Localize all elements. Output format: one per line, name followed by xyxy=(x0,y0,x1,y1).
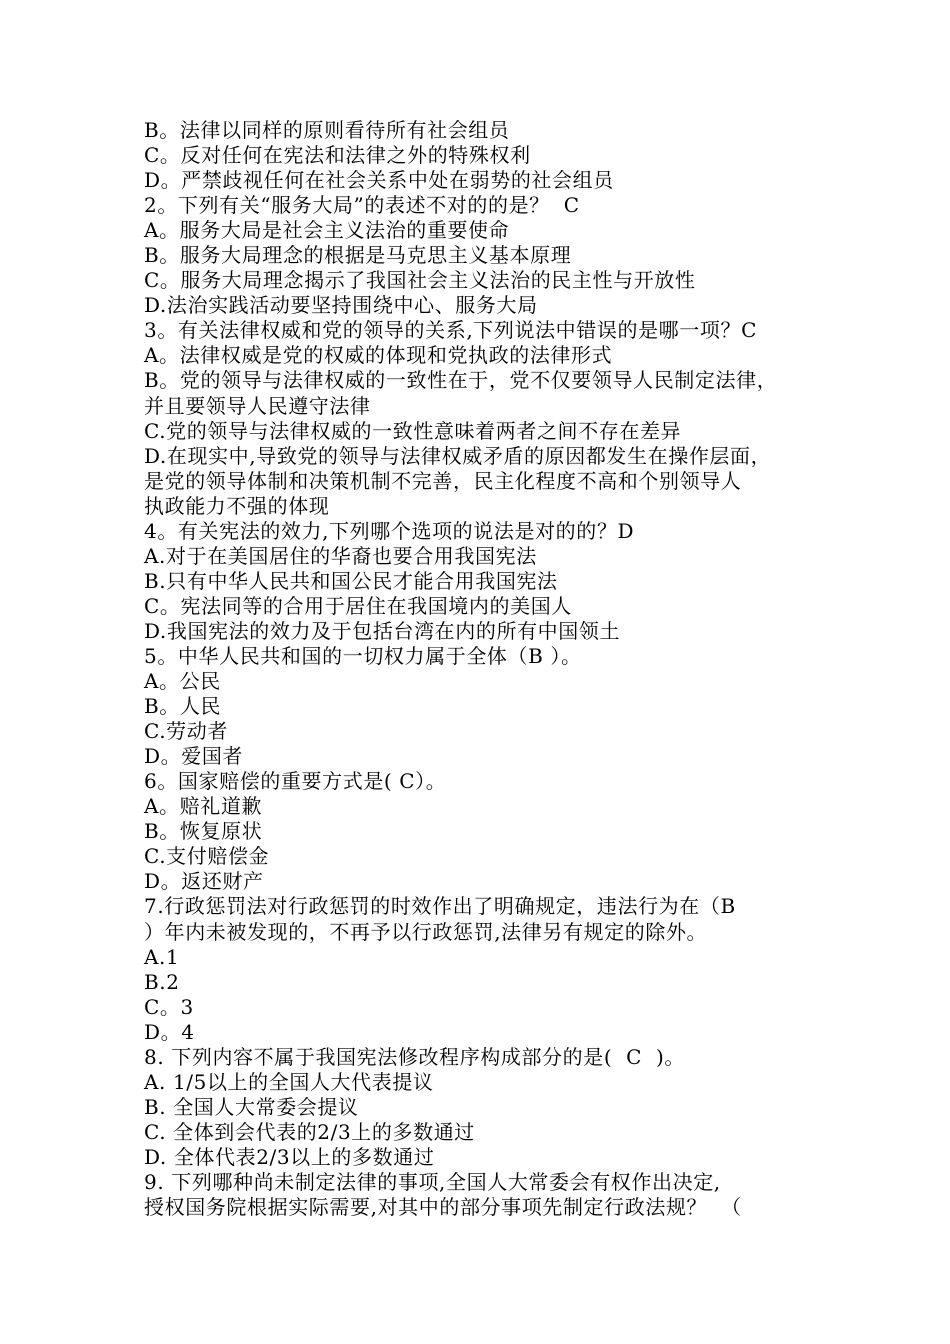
text-line: B。人民 xyxy=(144,694,222,719)
text-line: A。赔礼道歉 xyxy=(144,794,263,819)
text-line: 9. 下列哪种尚未制定法律的事项,全国人大常委会有权作出决定, xyxy=(144,1169,721,1194)
text-line: D.在现实中,导致党的领导与法律权威矛盾的原因都发生在操作层面， xyxy=(144,443,772,468)
text-line: C.支付赔偿金 xyxy=(144,844,270,869)
text-line: C. 全体到会代表的2/3上的多数通过 xyxy=(144,1119,475,1144)
text-line: B。法律以同样的原则看待所有社会组员 xyxy=(144,118,510,142)
text-line: B。服务大局理念的根据是马克思主义基本原理 xyxy=(144,243,572,268)
text-line: 8. 下列内容不属于我国宪法修改程序构成部分的是( C )。 xyxy=(144,1044,685,1069)
text-line: B.只有中华人民共和国公民才能合用我国宪法 xyxy=(144,568,558,593)
text-line: ）年内未被发现的，不再予以行政惩罚,法律另有规定的除外。 xyxy=(144,919,708,944)
text-line: C.劳动者 xyxy=(144,719,228,744)
text-line: C。服务大局理念揭示了我国社会主义法治的民主性与开放性 xyxy=(144,268,696,293)
text-line: 2。下列有关“服务大局”的表述不对的的是？ C xyxy=(144,193,580,218)
text-line: A. 1/5以上的全国人大代表提议 xyxy=(144,1069,434,1094)
text-line: A。法律权威是党的权威的体现和党执政的法律形式 xyxy=(144,343,613,368)
text-line: 是党的领导体制和决策机制不完善，民主化程度不高和个别领导人 xyxy=(144,468,742,493)
text-line: D. 全体代表2/3以上的多数通过 xyxy=(144,1144,435,1169)
text-line: 4。有关宪法的效力,下列哪个选项的说法是对的的？D xyxy=(144,518,635,543)
text-line: 执政能力不强的体现 xyxy=(144,493,330,518)
text-line: B.2 xyxy=(144,969,180,994)
text-line: B。恢复原状 xyxy=(144,819,263,844)
text-line: C。3 xyxy=(144,994,194,1019)
text-line: 6。国家赔偿的重要方式是( C）。 xyxy=(144,769,447,794)
text-line: A.1 xyxy=(144,944,180,969)
text-line: D.我国宪法的效力及于包括台湾在内的所有中国领土 xyxy=(144,618,621,643)
text-line: 7.行政惩罚法对行政惩罚的时效作出了明确规定，违法行为在（B xyxy=(144,894,736,919)
text-line: B。党的领导与法律权威的一致性在于，党不仅要领导人民制定法律， xyxy=(144,368,778,393)
text-line: C。宪法同等的合用于居住在我国境内的美国人 xyxy=(144,593,572,618)
text-line: 5。中华人民共和国的一切权力属于全体（B ）。 xyxy=(144,643,582,668)
text-line: 并且要领导人民遵守法律 xyxy=(144,393,371,418)
document-body xyxy=(144,118,834,1220)
text-line: D。4 xyxy=(144,1019,195,1044)
text-line: D。严禁歧视任何在社会关系中处在弱势的社会组员 xyxy=(144,168,614,193)
text-line: 3。有关法律权威和党的领导的关系,下列说法中错误的是哪一项？C xyxy=(144,318,757,343)
text-line: C。反对任何在宪法和法律之外的特殊权利 xyxy=(144,143,531,168)
text-line: 授权国务院根据实际需要,对其中的部分事项先制定行政法规？ （ xyxy=(144,1195,742,1220)
text-line: D.法治实践活动要坚持围绕中心、服务大局 xyxy=(144,293,538,318)
text-line: D。返还财产 xyxy=(144,869,264,894)
text-line: A。服务大局是社会主义法治的重要使命 xyxy=(144,218,510,243)
text-line: D。爱国者 xyxy=(144,744,244,769)
text-line: A.对于在美国居住的华裔也要合用我国宪法 xyxy=(144,543,537,568)
text-line: A。公民 xyxy=(144,669,221,694)
text-line: C.党的领导与法律权威的一致性意味着两者之间不存在差异 xyxy=(144,418,682,443)
text-line: B. 全国人大常委会提议 xyxy=(144,1094,359,1119)
